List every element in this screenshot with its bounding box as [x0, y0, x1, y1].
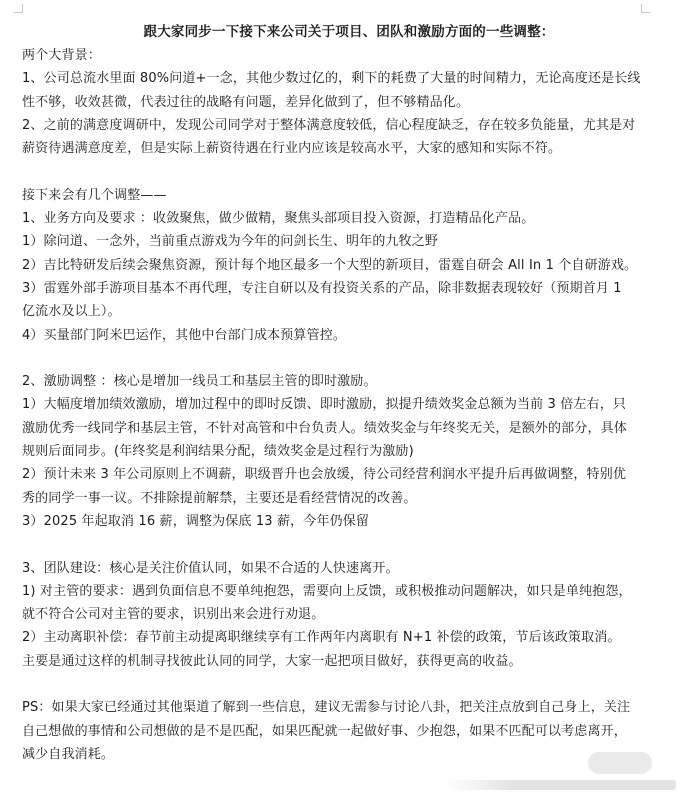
text-line: 2、之前的满意度调研中，发现公司同学对于整体满意度较低，信心程度缺乏，存在较多负能量，尤其是对 [22, 117, 636, 133]
text-line: 4）买量部门阿米巴运作，其他中台部门成本预算管控。 [22, 327, 347, 343]
text-line: 2）预计未来 3 年公司原则上不调薪，职级晋升也会放缓，待公司经营利润水平提升后再做调整，特别优 [22, 467, 627, 483]
text-line: 2）吉比特研发后续会聚焦资源，预计每个地区最多一个大型的新项目，雷霆自研会 All In 1 个自研游戏。 [22, 257, 638, 273]
text-line: 2、激励调整 ：核心是增加一线员工和基层主管的即时激励。 [22, 374, 377, 390]
text-line: 3）雷霆外部手游项目基本不再代理，专注自研以及有投资关系的产品，除非数据表现较好（预期首月 1 [22, 280, 622, 296]
text-line: 薪资待遇满意度差，但是实际上薪资待遇在行业内应该是较高水平，大家的感知和实际不符。 [22, 141, 562, 157]
text-line: 1）大幅度增加绩效激励，增加过程中的即时反馈、即时激励，拟提升绩效奖金总额为当前 3 倍左右，只 [22, 397, 627, 413]
text-line: 规则后面同步。(年终奖是利润结果分配，绩效奖金是过程行为激励) [22, 444, 414, 460]
text-line: 亿流水及以上）。 [22, 304, 121, 320]
text-line: 3）2025 年起取消 16 薪，调整为保底 13 薪，今年仍保留 [22, 513, 370, 529]
text-line: 1、公司总流水里面 80%问道+一念，其他少数过亿的，剩下的耗费了大量的时间精力，无论高度还是长线 [22, 71, 641, 87]
document-body [22, 44, 676, 766]
text-line: 2）主动离职补偿：春节前主动提离职继续享有工作两年内离职有 N+1 补偿的政策，节后该政策取消。 [22, 630, 621, 646]
blank-line [22, 533, 676, 556]
text-line: 1）除问道、一念外，当前重点游戏为今年的问剑长生、明年的九牧之野 [22, 234, 439, 250]
watermark-strip [446, 780, 676, 790]
watermark [588, 752, 652, 774]
text-line: 接下来会有几个调整—— [22, 187, 167, 203]
page-corner-mark [641, 4, 650, 13]
blank-line [22, 160, 676, 183]
text-line: 3、团队建设：核心是关注价值认同，如果不合适的人快速离开。 [22, 560, 399, 576]
text-line: 就不符合公司对主管的要求，识别出来会进行劝退。 [22, 607, 325, 623]
text-line: PS：如果大家已经通过其他渠道了解到一些信息，建议无需参与讨论八卦，把关注点放到自己身上，关注 [22, 700, 631, 716]
text-line: 主要是通过这样的机制寻找彼此认同的同学，大家一起把项目做好，获得更高的收益。 [22, 653, 522, 669]
watermark-logo-icon [588, 752, 652, 774]
text-line: 秀的同学一事一议。不排除提前解禁，主要还是看经营情况的改善。 [22, 490, 417, 506]
blank-line [22, 673, 676, 696]
text-line: 两个大背景： [22, 48, 101, 63]
text-line: 1) 对主管的要求：遇到负面信息不要单纯抱怨，需要向上反馈，或积极推动问题解决，如只是单纯抱怨， [22, 583, 632, 599]
text-line: 自己想做的事情和公司想做的是不是匹配，如果匹配就一起做好事、少抱怨，如果不匹配可以考虑离开， [22, 723, 627, 739]
text-line: 性不够，收效甚微，代表过往的战略有问题，差异化做到了，但不够精品化。 [22, 94, 470, 110]
blank-line [22, 347, 676, 370]
text-line: 1、业务方向及要求 ：收敛聚焦，做少做精，聚焦头部项目投入资源，打造精品化产品。 [22, 211, 535, 227]
text-line: 激励优秀一线同学和基层主管，不针对高管和中台负责人。绩效奖金与年终奖无关，是额外的部分，具体 [22, 420, 627, 436]
document-title: 跟大家同步一下接下来公司关于项目、团队和激励方面的一些调整： [143, 24, 555, 40]
text-line: 减少自我消耗。 [22, 746, 115, 762]
page-corner-mark [14, 4, 23, 13]
